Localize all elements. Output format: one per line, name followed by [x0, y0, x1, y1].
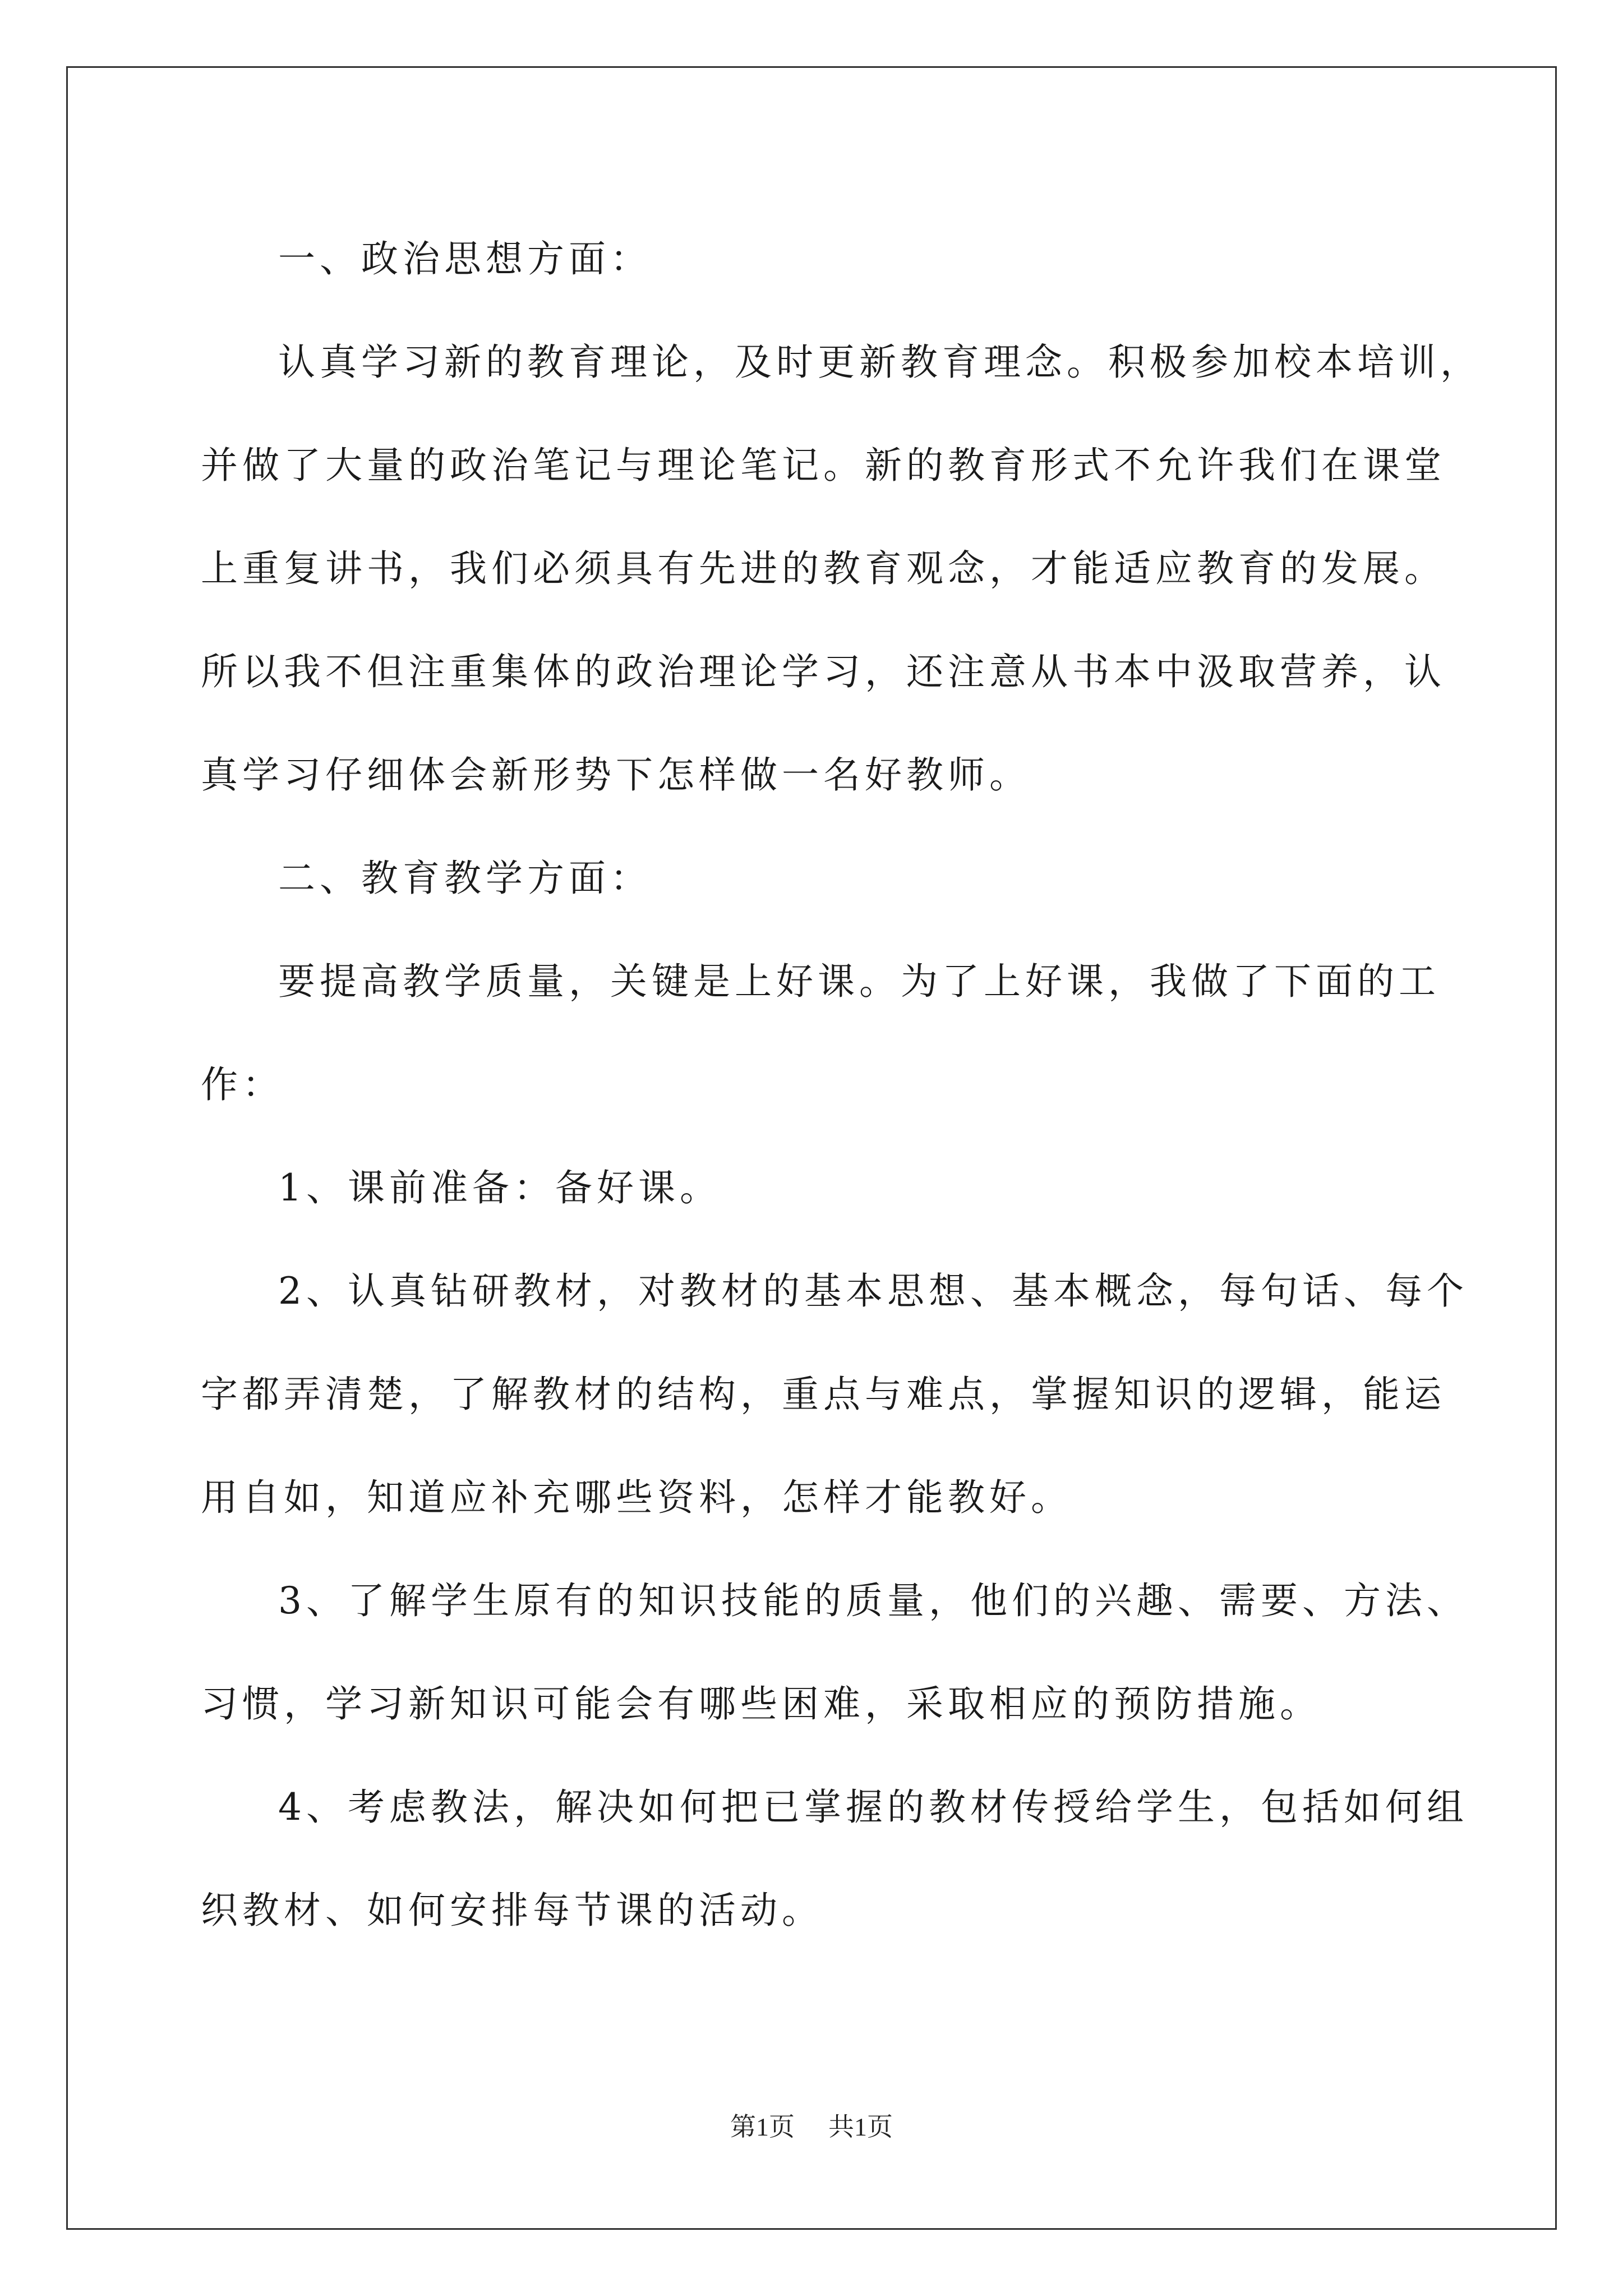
paragraph-line: 上重复讲书，我们必须具有先进的教育观念，才能适应教育的发展。: [201, 547, 1446, 590]
section-heading-teaching: 二、教育教学方面：: [278, 857, 652, 900]
page-number: 第1页: [730, 2113, 795, 2141]
list-item-3: 3、了解学生原有的知识技能的质量，他们的兴趣、需要、方法、: [278, 1579, 1468, 1622]
paragraph-line: 所以我不但注重集体的政治理论学习，还注意从书本中汲取营养，认: [201, 650, 1446, 693]
paragraph-line: 并做了大量的政治笔记与理论笔记。新的教育形式不允许我们在课堂: [201, 444, 1446, 487]
paragraph-line: 作：: [201, 1063, 284, 1106]
paragraph-line: 字都弄清楚，了解教材的结构，重点与难点，掌握知识的逻辑，能运: [201, 1373, 1446, 1416]
paragraph-line: 认真学习新的教育理论，及时更新教育理念。积极参加校本培训，: [278, 341, 1482, 384]
paragraph-line: 织教材、如何安排每节课的活动。: [201, 1889, 823, 1932]
paragraph-line: 习惯，学习新知识可能会有哪些困难，采取相应的预防措施。: [201, 1682, 1321, 1726]
document-body: [201, 208, 1482, 1962]
paragraph-line: 要提高教学质量，关键是上好课。为了上好课，我做了下面的工: [278, 960, 1440, 1003]
list-item-1: 1、课前准备：备好课。: [278, 1166, 721, 1209]
page-total: 共1页: [828, 2113, 893, 2141]
list-item-2: 2、认真钻研教材，对教材的基本思想、基本概念，每句话、每个: [278, 1269, 1468, 1313]
page-footer: [0, 2106, 1623, 2143]
section-heading-politics: 一、政治思想方面：: [278, 237, 652, 280]
paragraph-line: 用自如，知道应补充哪些资料，怎样才能教好。: [201, 1476, 1072, 1519]
paragraph-line: 真学习仔细体会新形势下怎样做一名好教师。: [201, 753, 1031, 797]
list-item-4: 4、考虑教法，解决如何把已掌握的教材传授给学生，包括如何组: [278, 1786, 1468, 1829]
